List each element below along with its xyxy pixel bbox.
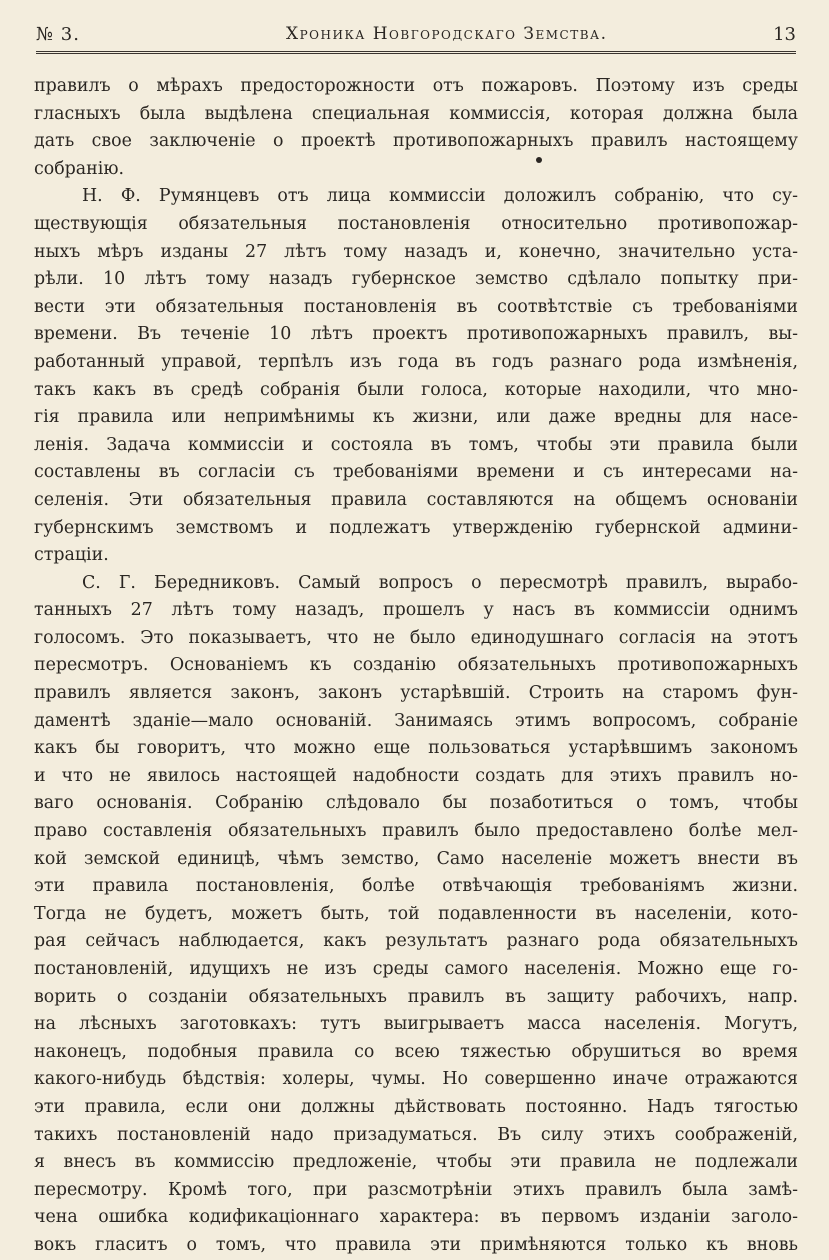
text-line: такъ какъ въ средѣ собранія были голоса, которые находили, что мно-	[34, 379, 798, 400]
header-rule-secondary	[36, 53, 796, 54]
text-line: кой земской единицѣ, чѣмъ земство, Само населеніе можетъ внести въ	[34, 848, 798, 869]
text-line: страціи.	[34, 545, 109, 566]
text-line: ваго основанія. Собранію слѣдовало бы позаботиться о томъ, чтобы	[34, 793, 798, 814]
text-line: ществующія обязательныя постановленія относительно противопожар-	[34, 213, 798, 234]
running-title: Хроника Новгородскаго Земства.	[286, 24, 608, 44]
text-line: голосомъ. Это показываетъ, что не было единодушнаго согласія на этотъ	[34, 627, 798, 648]
text-line: Н. Ф. Румянцевъ отъ лица коммиссіи доложилъ собранію, что су-	[82, 186, 798, 207]
body-text	[34, 73, 798, 1260]
text-line: гія правила или непримѣнимы къ жизни, или даже вредны для насе-	[34, 407, 798, 428]
text-line: такихъ постановленій надо призадуматься. Въ силу этихъ соображеній,	[34, 1124, 798, 1145]
text-line: ныхъ мѣръ изданы 27 лѣтъ тому назадъ и, конечно, значительно уста-	[34, 241, 798, 262]
text-line: ворить о созданіи обязательныхъ правилъ въ защиту рабочихъ, напр.	[34, 986, 798, 1007]
text-line: правилъ является законъ, законъ устарѣвшій. Строить на старомъ фун-	[34, 683, 798, 704]
text-line: составлены въ согласіи съ требованіями времени и съ интересами на-	[34, 462, 798, 483]
text-line: гласныхъ была выдѣлена специальная коммиссія, которая должна была	[34, 103, 798, 124]
text-line: собранію.	[34, 158, 125, 179]
text-line: пересмотру. Кромѣ того, при разсмотрѣніи этихъ правилъ была замѣ-	[34, 1179, 798, 1200]
text-line: дать свое заключеніе о проектѣ противопожарныхъ правилъ настоящему	[34, 131, 798, 152]
text-line: и что не явилось настоящей надобности создать для этихъ правилъ но-	[34, 765, 798, 786]
text-line: времени. Въ теченіе 10 лѣтъ проектъ противопожарныхъ правилъ, вы-	[34, 324, 798, 345]
text-line: танныхъ 27 лѣтъ тому назадъ, прошелъ у насъ въ коммиссіи однимъ	[34, 600, 798, 621]
issue-number: № 3.	[36, 24, 80, 45]
text-line: ленія. Задача коммиссіи и состояла въ томъ, чтобы эти правила были	[34, 434, 798, 455]
text-line: Тогда не будетъ, можетъ быть, той подавленности въ населеніи, кото-	[34, 903, 798, 924]
text-line: вокъ гласитъ о томъ, что правила эти примѣняются только къ вновь	[34, 1234, 798, 1255]
text-line: С. Г. Бередниковъ. Самый вопросъ о пересмотрѣ правилъ, вырабо-	[82, 572, 798, 593]
text-line: пересмотръ. Основаніемъ къ созданію обязательныхъ противопожарныхъ	[34, 655, 798, 676]
text-line: постановленій, идущихъ не изъ среды самого населенія. Можно еще го-	[34, 959, 798, 979]
text-line: эти правила постановленія, болѣе отвѣчающія требованіямъ жизни.	[34, 876, 798, 897]
text-line: наконецъ, подобныя правила со всею тяжестью обрушиться во время	[34, 1041, 798, 1062]
text-line: губернскимъ земствомъ и подлежатъ утвержденію губернской админи-	[34, 517, 798, 538]
page-number: 13	[773, 24, 796, 45]
text-line: даментѣ зданіе—мало основаній. Занимаясь этимъ вопросомъ, собраніе	[34, 710, 798, 731]
text-line: рѣли. 10 лѣтъ тому назадъ губернское земство сдѣлало попытку при-	[34, 269, 798, 290]
text-line: какого-нибудь бѣдствія: холеры, чумы. Но совершенно иначе отражаются	[34, 1069, 798, 1090]
text-line: какъ бы говоритъ, что можно еще пользоваться устарѣвшимъ закономъ	[34, 738, 798, 759]
text-line: правилъ о мѣрахъ предосторожности отъ пожаровъ. Поэтому изъ среды	[34, 76, 798, 96]
text-line: эти правила, если они должны дѣйствовать постоянно. Надъ тягостью	[34, 1096, 798, 1117]
text-line: на лѣсныхъ заготовкахъ: тутъ выигрываетъ масса населенія. Могутъ,	[34, 1014, 798, 1035]
text-line: право составленія обязательныхъ правилъ было предоставлено болѣе мел-	[34, 821, 798, 842]
text-line: рая сейчасъ наблюдается, какъ результатъ разнаго рода обязательныхъ	[34, 931, 798, 952]
text-line: работанный управой, терпѣлъ изъ года въ годъ разнаго рода измѣненія,	[34, 351, 798, 372]
text-line: я внесъ въ коммиссію предложеніе, чтобы эти правила не подлежали	[34, 1152, 798, 1173]
text-line: селенія. Эти обязательныя правила составляются на общемъ основаніи	[34, 489, 798, 510]
header-rule	[36, 51, 796, 52]
text-line: чена ошибка кодификаціоннаго характера: въ первомъ изданіи заголо-	[34, 1207, 798, 1228]
page-header	[36, 24, 796, 50]
text-line: вести эти обязательныя постановленія въ соотвѣтствіе съ требованіями	[34, 296, 798, 317]
